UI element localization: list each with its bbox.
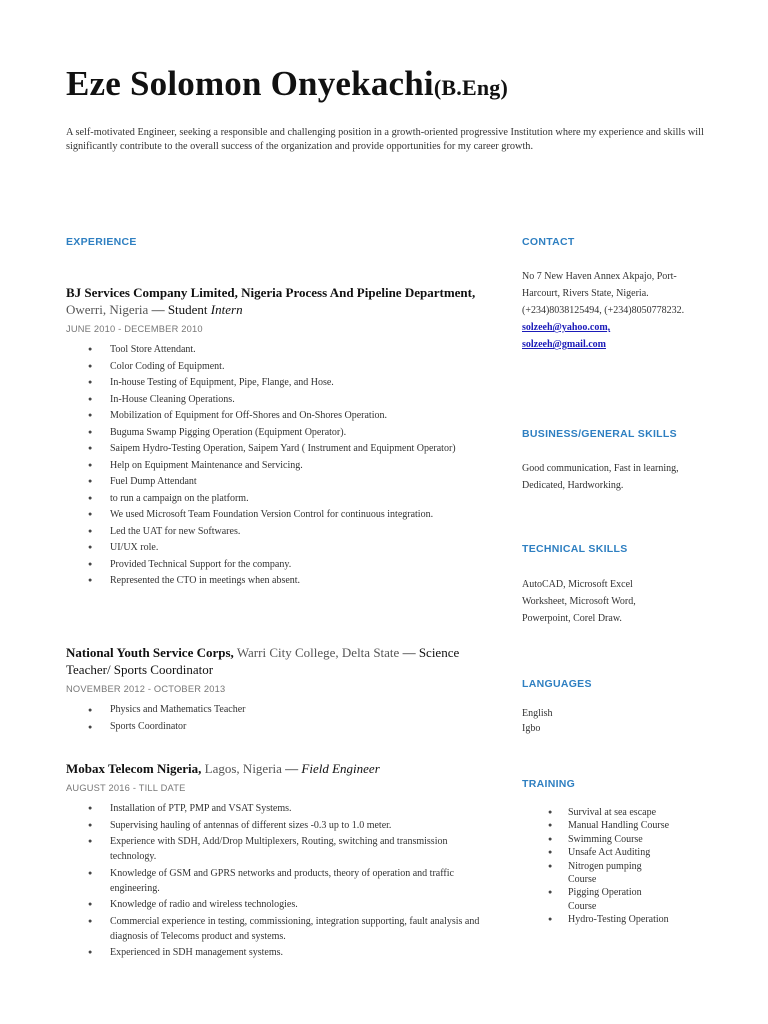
list-item: ● Knowledge of radio and wireless technologies.	[66, 897, 496, 912]
list-item: ● Hydro-Testing Operation	[522, 913, 692, 926]
job-duties-list	[66, 801, 496, 960]
technical-skills-block	[522, 576, 662, 627]
email-link-yahoo[interactable]: solzeeh@yahoo.com,	[522, 322, 611, 333]
list-item: ● Color Coding of Equipment.	[66, 359, 496, 374]
list-item: ● Survival at sea escape	[522, 806, 692, 819]
title-dash: —	[151, 302, 165, 317]
language-item: English	[522, 708, 553, 719]
list-item: ● Installation of PTP, PMP and VSAT Systems.	[66, 801, 496, 816]
list-item: ● In-House Cleaning Operations.	[66, 392, 496, 407]
business-skills-heading: BUSINESS/GENERAL SKILLS	[522, 428, 677, 440]
list-item: ● Experience with SDH, Add/Drop Multiplexers, Routing, switching and transmission technology.	[66, 834, 496, 864]
list-item: ● Experienced in SDH management systems.	[66, 945, 496, 960]
contact-address: No 7 New Haven Annex Akpajo, Port-Harcourt, Rivers State, Nigeria. (+234)8038125494, (+234)8050778232.	[522, 271, 685, 316]
job-role: Student	[167, 302, 208, 317]
job-role-italic: Intern	[210, 302, 243, 317]
job-entry-bj-services	[66, 284, 496, 590]
list-item: ● Knowledge of GSM and GPRS networks and products, theory of operation and traffic engineering.	[66, 866, 496, 896]
list-item: ● Tool Store Attendant.	[66, 342, 496, 357]
languages-heading: LANGUAGES	[522, 678, 592, 690]
technical-skills-text: AutoCAD, Microsoft Excel Worksheet, Microsoft Word, Powerpoint, Corel Draw.	[522, 579, 636, 624]
technical-skills-heading: TECHNICAL SKILLS	[522, 543, 628, 555]
list-item: ● Supervising hauling of antennas of different sizes -0.3 up to 1.0 meter.	[66, 818, 496, 833]
job-duties-list	[66, 702, 496, 735]
language-item: Igbo	[522, 723, 541, 734]
company-name: Mobax Telecom Nigeria,	[66, 761, 202, 776]
list-item: ● to run a campaign on the platform.	[66, 491, 496, 506]
resume-name	[66, 64, 508, 104]
job-location: Lagos, Nigeria	[204, 761, 282, 776]
contact-heading: CONTACT	[522, 236, 575, 248]
job-title	[66, 644, 496, 678]
list-item: ● Provided Technical Support for the company.	[66, 557, 496, 572]
job-date: AUGUST 2016 - TILL DATE	[66, 783, 186, 793]
list-item: ● Mobilization of Equipment for Off-Shores and On-Shores Operation.	[66, 408, 496, 423]
languages-block	[522, 706, 722, 736]
list-item: ● In-house Testing of Equipment, Pipe, Flange, and Hose.	[66, 375, 496, 390]
list-item: ● Saipem Hydro-Testing Operation, Saipem Yard ( Instrument and Equipment Operator)	[66, 441, 496, 456]
title-dash: —	[402, 645, 416, 660]
degree-suffix: (B.Eng)	[433, 75, 508, 100]
list-item: ● Sports Coordinator	[66, 719, 496, 736]
experience-heading: EXPERIENCE	[66, 236, 137, 248]
list-item: ● We used Microsoft Team Foundation Version Control for continuous integration.	[66, 507, 496, 522]
job-location: Warri City College, Delta State	[236, 645, 400, 660]
list-item: ● Represented the CTO in meetings when absent.	[66, 573, 496, 588]
title-dash: —	[285, 761, 299, 776]
job-date: JUNE 2010 - DECEMBER 2010	[66, 324, 203, 334]
career-summary: A self-motivated Engineer, seeking a responsible and challenging position in a growth-oriented progressive Institution where my experience and skills will significantly contribute to the overall success of the organization and provide opportunities for my career growth.	[66, 127, 704, 152]
list-item: ● Physics and Mathematics Teacher	[66, 702, 496, 719]
list-item: ● Unsafe Act Auditing	[522, 846, 692, 859]
list-item: ● Swimming Course	[522, 833, 692, 846]
email-link-gmail[interactable]: solzeeh@gmail.com	[522, 339, 607, 350]
list-item: ● Fuel Dump Attendant	[66, 474, 496, 489]
job-entry-mobax	[66, 760, 496, 962]
job-date: NOVEMBER 2012 - OCTOBER 2013	[66, 684, 226, 694]
list-item: ● Help on Equipment Maintenance and Servicing.	[66, 458, 496, 473]
business-skills-block	[522, 460, 692, 494]
company-name: BJ Services Company Limited, Nigeria Process And Pipeline Department,	[66, 285, 476, 300]
job-location: Owerri, Nigeria	[66, 302, 149, 317]
job-role-italic: Field Engineer	[301, 761, 380, 776]
business-skills-text: Good communication, Fast in learning, Dedicated, Hardworking.	[522, 463, 679, 491]
job-role: Science Teacher/ Sports Coordinator	[66, 645, 460, 677]
list-item: ● Nitrogen pumping Course	[522, 860, 668, 887]
training-heading: TRAINING	[522, 778, 576, 790]
job-duties-list	[66, 342, 496, 588]
list-item: ● Commercial experience in testing, commissioning, integration supporting, fault analysis and diagnosis of Telecoms product and systems.	[66, 914, 496, 944]
training-block	[522, 806, 692, 927]
full-name: Eze Solomon Onyekachi	[66, 64, 434, 103]
list-item: ● UI/UX role.	[66, 540, 496, 555]
list-item: ● Buguma Swamp Pigging Operation (Equipment Operator).	[66, 425, 496, 440]
company-name: National Youth Service Corps,	[66, 645, 234, 660]
job-title	[66, 760, 496, 777]
job-title	[66, 284, 496, 318]
contact-block	[522, 268, 692, 353]
list-item: ● Led the UAT for new Softwares.	[66, 524, 496, 539]
training-list	[522, 806, 692, 927]
list-item: ● Pigging Operation Course	[522, 886, 668, 913]
job-entry-nysc	[66, 644, 496, 735]
list-item: ● Manual Handling Course	[522, 819, 692, 832]
